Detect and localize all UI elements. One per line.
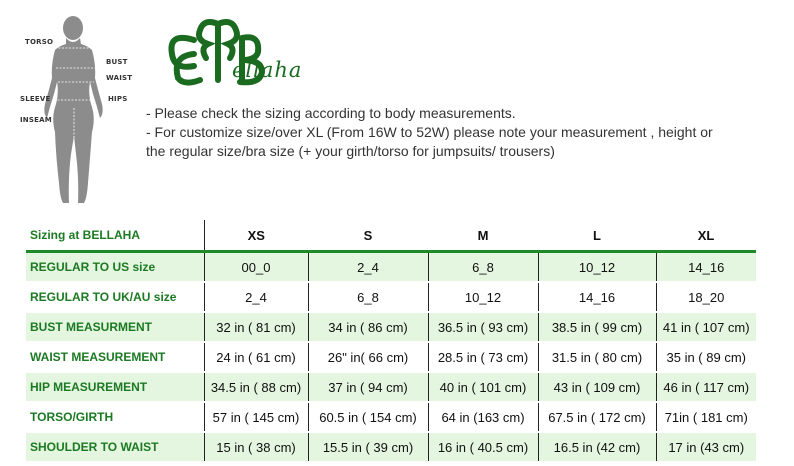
table-header-row (26, 220, 756, 252)
note-line-3: the regular size/bra size (+ your girth/torso for jumpsuits/ trousers) (146, 143, 555, 159)
row-label: HIP MEASUREMENT (26, 372, 204, 402)
header-cell: S (308, 220, 428, 252)
sizing-notes (146, 104, 786, 161)
figure-label-inseam: INSEAM (20, 116, 52, 124)
table-cell: 34 in ( 86 cm) (308, 312, 428, 342)
figure-label-sleeve: SLEEVE (20, 95, 51, 103)
table-cell: 36.5 in ( 93 cm) (428, 312, 538, 342)
table-cell: 24 in ( 61 cm) (204, 342, 308, 372)
table-cell: 17 in (43 cm) (656, 432, 756, 462)
note-line-2: - For customize size/over XL (From 16W to 52W) please note your measurement , height or (146, 124, 713, 140)
table-cell: 46 in ( 117 cm) (656, 372, 756, 402)
row-label: WAIST MEASUREMENT (26, 342, 204, 372)
table-cell: 37 in ( 94 cm) (308, 372, 428, 402)
header-cell: XS (204, 220, 308, 252)
table-row (26, 282, 756, 312)
row-label: REGULAR TO UK/AU size (26, 282, 204, 312)
header-cell: XL (656, 220, 756, 252)
table-row (26, 372, 756, 402)
table-cell: 38.5 in ( 99 cm) (538, 312, 656, 342)
table-cell: 14_16 (656, 252, 756, 283)
table-cell: 15.5 in ( 39 cm) (308, 432, 428, 462)
figure-label-bust: BUST (106, 58, 128, 66)
figure-label-waist: WAIST (106, 74, 133, 82)
table-cell: 35 in ( 89 cm) (656, 342, 756, 372)
table-row (26, 432, 756, 462)
row-label: TORSO/GIRTH (26, 402, 204, 432)
table-cell: 57 in ( 145 cm) (204, 402, 308, 432)
brand-name: ellaha (232, 58, 303, 82)
header-cell: M (428, 220, 538, 252)
table-cell: 40 in ( 101 cm) (428, 372, 538, 402)
note-line-1: - Please check the sizing according to body measurements. (146, 105, 516, 121)
row-label: BUST MEASURMENT (26, 312, 204, 342)
table-cell: 32 in ( 81 cm) (204, 312, 308, 342)
table-cell: 28.5 in ( 73 cm) (428, 342, 538, 372)
table-cell: 26" in( 66 cm) (308, 342, 428, 372)
table-cell: 2_4 (308, 252, 428, 283)
table-cell: 60.5 in ( 154 cm) (308, 402, 428, 432)
table-cell: 6_8 (308, 282, 428, 312)
table-cell: 10_12 (538, 252, 656, 283)
row-label: SHOULDER TO WAIST (26, 432, 204, 462)
table-cell: 18_20 (656, 282, 756, 312)
table-row (26, 342, 756, 372)
table-cell: 16 in ( 40.5 cm) (428, 432, 538, 462)
table-cell: 2_4 (204, 282, 308, 312)
table-cell: 00_0 (204, 252, 308, 283)
table-cell: 10_12 (428, 282, 538, 312)
body-measurement-figure (18, 8, 138, 208)
header-cell: Sizing at BELLAHA (26, 220, 204, 252)
table-cell: 67.5 in ( 172 cm) (538, 402, 656, 432)
table-cell: 34.5 in ( 88 cm) (204, 372, 308, 402)
table-cell: 64 in (163 cm) (428, 402, 538, 432)
figure-label-torso: TORSO (25, 38, 54, 46)
table-cell: 16.5 in (42 cm) (538, 432, 656, 462)
table-cell: 15 in ( 38 cm) (204, 432, 308, 462)
row-label: REGULAR TO US size (26, 252, 204, 283)
table-row (26, 312, 756, 342)
table-row (26, 252, 756, 283)
header-cell: L (538, 220, 656, 252)
table-cell: 43 in ( 109 cm) (538, 372, 656, 402)
table-cell: 71in ( 181 cm) (656, 402, 756, 432)
size-chart-table (26, 220, 756, 463)
table-cell: 6_8 (428, 252, 538, 283)
table-cell: 31.5 in ( 80 cm) (538, 342, 656, 372)
table-cell: 14_16 (538, 282, 656, 312)
table-cell: 41 in ( 107 cm) (656, 312, 756, 342)
figure-label-hips: HIPS (108, 95, 128, 103)
table-row (26, 402, 756, 432)
